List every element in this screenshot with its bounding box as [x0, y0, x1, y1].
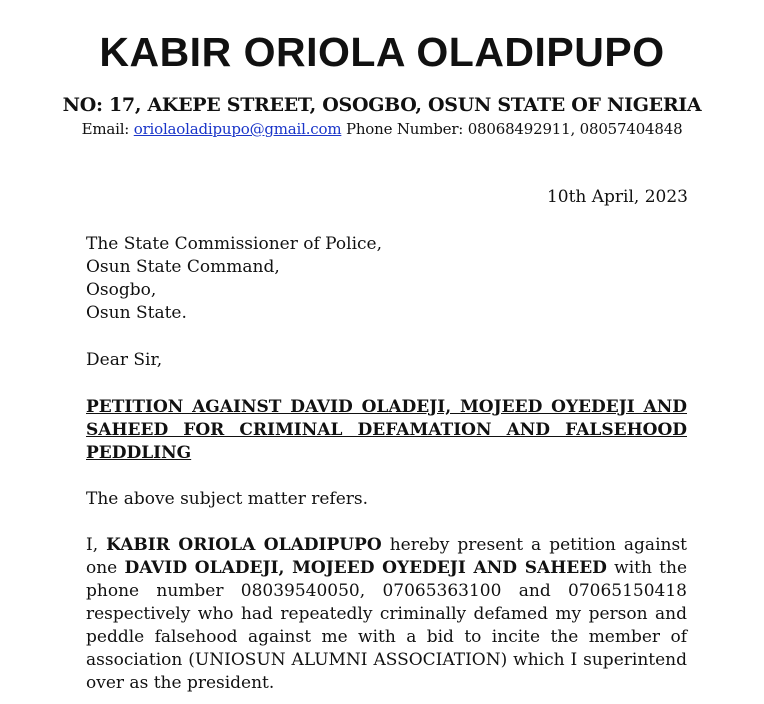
subject-heading: PETITION AGAINST DAVID OLADEJI, MOJEED OYEDEJI AND SAHEED FOR CRIMINAL DEFAMATION AND FALSEHOOD PEDDLING	[86, 397, 687, 463]
body-text-2: with the phone number 08039540050, 07065363100 and 07065150418 respectively who had repeatedly criminally defamed my person and peddle falsehood against me with a bid to incite the member of association (UNIOSUN ALUMNI ASSOCIATION) which I superintend over as the president.	[86, 558, 688, 693]
recipient-line: Osun State.	[86, 303, 187, 323]
petitioner-name: KABIR ORIOLA OLADIPUPO	[106, 535, 382, 555]
recipient-line: Osogbo,	[86, 280, 157, 300]
opening-line: The above subject matter refers.	[86, 489, 369, 509]
recipient-line: Osun State Command,	[86, 257, 280, 277]
salutation: Dear Sir,	[86, 350, 163, 370]
letter-date: 10th April, 2023	[546, 187, 688, 207]
body-paragraph	[86, 534, 687, 695]
sender-name: KABIR ORIOLA OLADIPUPO	[99, 29, 665, 75]
recipient-line: The State Commissioner of Police,	[86, 234, 383, 254]
email-label: Email:	[81, 120, 130, 138]
accused-names: DAVID OLADEJI, MOJEED OYEDEJI AND SAHEED	[124, 558, 607, 578]
phone-numbers: 08068492911, 08057404848	[467, 120, 683, 138]
body-text-1: hereby present a petition against one	[86, 535, 688, 578]
body-intro: I,	[86, 535, 99, 555]
recipient-address	[86, 233, 382, 325]
email-link[interactable]: oriolaoladipupo@gmail.com	[133, 120, 342, 138]
sender-contact	[0, 119, 764, 139]
phone-label: Phone Number:	[345, 120, 464, 138]
sender-address: NO: 17, AKEPE STREET, OSOGBO, OSUN STATE OF NIGERIA	[62, 94, 702, 116]
